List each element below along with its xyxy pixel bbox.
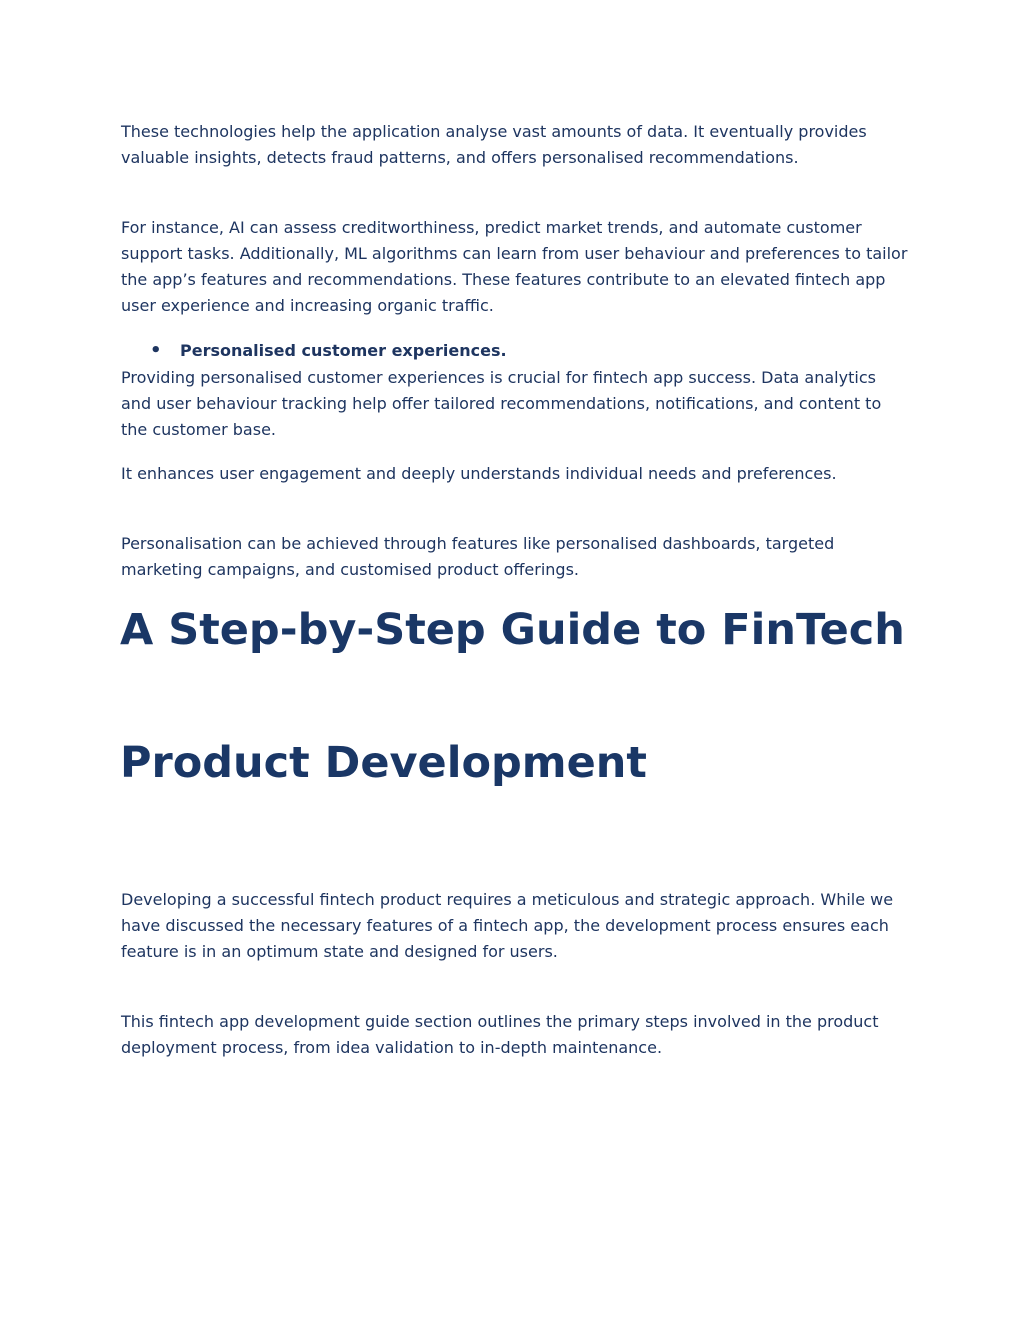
bullet-icon: •	[150, 340, 162, 361]
personalisation-paragraph-2: It enhances user engagement and deeply understands individual needs and preferences.	[121, 464, 837, 483]
guide-paragraph-2: This fintech app development guide section outlines the primary steps involved in the product deployment process, from idea validation to in-depth maintenance.	[121, 1012, 879, 1057]
personalisation-paragraph-3: Personalisation can be achieved through features like personalised dashboards, targeted marketing campaigns, and customised product offerings.	[121, 534, 835, 579]
guide-paragraph-1: Developing a successful fintech product requires a meticulous and strategic approach. While we have discussed the necessary features of a fintech app, the development process ensures each feature is in an optimum state and designed for users.	[121, 890, 894, 961]
intro-paragraph-1: These technologies help the application analyse vast amounts of data. It eventually provides valuable insights, detects fraud patterns, and offers personalised recommendations.	[121, 122, 867, 167]
section-heading-line-2: Product Development	[120, 738, 647, 788]
bullet-label: Personalised customer experiences.	[180, 341, 507, 360]
section-heading-line-1: A Step-by-Step Guide to FinTech	[120, 605, 905, 655]
personalisation-paragraph-1: Providing personalised customer experiences is crucial for fintech app success. Data analytics and user behaviour tracking help offer tailored recommendations, notifications, and content to the customer base.	[121, 368, 882, 439]
intro-paragraph-2: For instance, AI can assess creditworthiness, predict market trends, and automate customer support tasks. Additionally, ML algorithms can learn from user behaviour and preferences to tailor the app’s features and recommendations. These features contribute to an elevated fintech app user experience and increasing organic traffic.	[121, 218, 908, 315]
